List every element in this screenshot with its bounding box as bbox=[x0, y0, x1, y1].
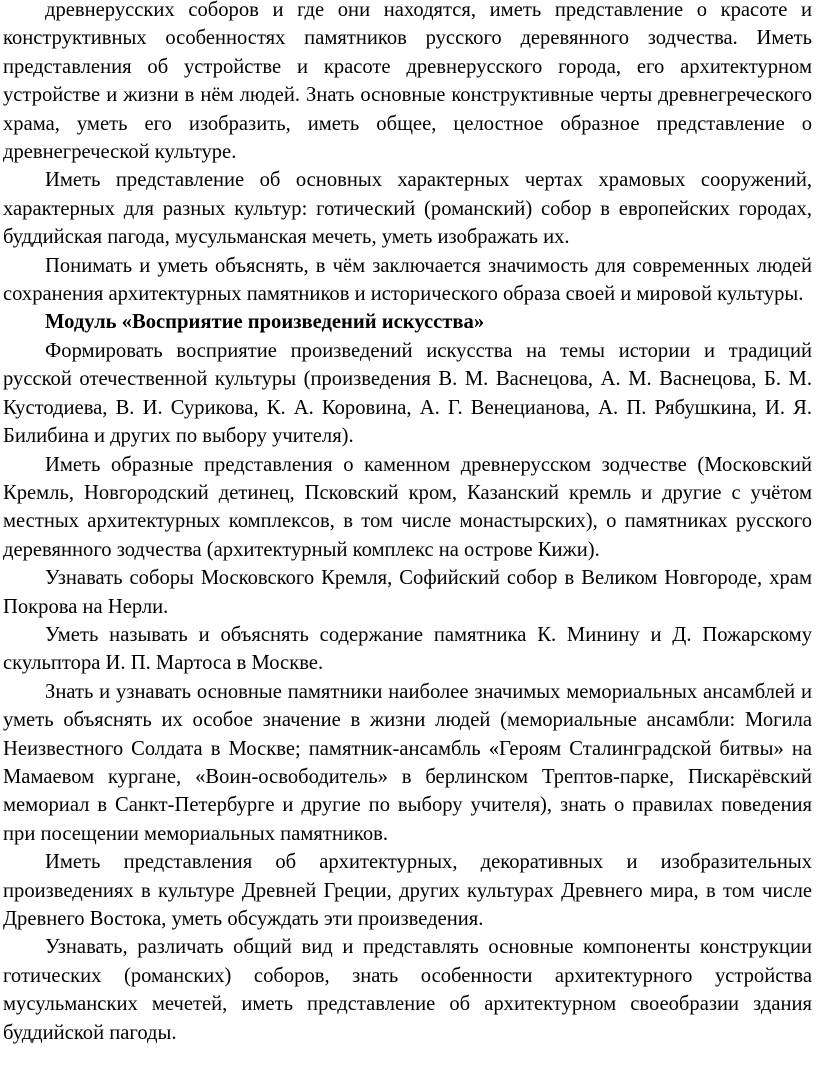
paragraph: Узнавать соборы Московского Кремля, Софийский собор в Великом Новгороде, храм Покрова на Нерли. bbox=[3, 567, 812, 618]
section-heading: Модуль «Восприятие произведений искусства» bbox=[45, 311, 485, 334]
paragraph: Иметь представления об архитектурных, декоративных и изобразительных произведениях в культуре Древней Греции, других культурах Древнего мира, в том числе Древнего Востока, уметь обсуждать эти произведения. bbox=[3, 851, 812, 930]
paragraph: Иметь представление об основных характерных чертах храмовых сооружений, характерных для разных культур: готический (романский) собор в европейских городах, буддийская пагода, мусульманская мечеть, уметь изображать их. bbox=[3, 169, 812, 249]
paragraph: Формировать восприятие произведений искусства на темы истории и традиций русской отечественной культуры (произведения В. М. Васнецова, А. М. Васнецова, Б. М. Кустодиева, В. И. Сурикова, К. А. Коровина, А. Г. Венецианова, А. П. Рябушкина, И. Я. Билибина и других по выбору учителя). bbox=[3, 339, 812, 448]
paragraph: Уметь называть и объяснять содержание памятника К. Минину и Д. Пожарскому скульптора И. П. Мартоса в Москве. bbox=[3, 623, 812, 675]
paragraph-continuation: древнерусских соборов и где они находятся, иметь представление о красоте и конструктивных особенностях памятников русского деревянного зодчества. Иметь представления об устройстве и красоте древнерусского города, его архитектурном устройстве и жизни в нём людей. Знать основные конструктивные черты древнегреческого храма, уметь его изобразить, иметь общее, целостное образное представление о древнегреческой культуре. bbox=[3, 0, 812, 164]
paragraph: Знать и узнавать основные памятники наиболее значимых мемориальных ансамблей и уметь объяснять их особое значение в жизни людей (мемориальные ансамбли: Могила Неизвестного Солдата в Москве; памятник-ансамбль «Героям Сталинградской битвы» на Мамаевом кургане, «Воин-освободитель» в берлинском Трептов-парке, Пискарёвский мемориал в Санкт-Петербурге и другие по выбору учителя), знать о правилах поведения при посещении мемориальных памятников. bbox=[3, 680, 812, 845]
paragraph: Иметь образные представления о каменном древнерусском зодчестве (Московский Кремль, Новгородский детинец, Псковский кром, Казанский кремль и другие с учётом местных архитектурных комплексов, в том числе монастырских), о памятниках русского деревянного зодчества (архитектурный комплекс на острове Кижи). bbox=[3, 453, 812, 561]
paragraph: Понимать и уметь объяснять, в чём заключается значимость для современных людей сохранения архитектурных памятников и исторического образа своей и мировой культуры. bbox=[3, 254, 812, 306]
paragraph: Узнавать, различать общий вид и представлять основные компоненты конструкции готических (романских) соборов, знать особенности архитектурного устройства мусульманских мечетей, иметь представление об архитектурном своеобразии здания буддийской пагоды. bbox=[3, 936, 812, 1044]
